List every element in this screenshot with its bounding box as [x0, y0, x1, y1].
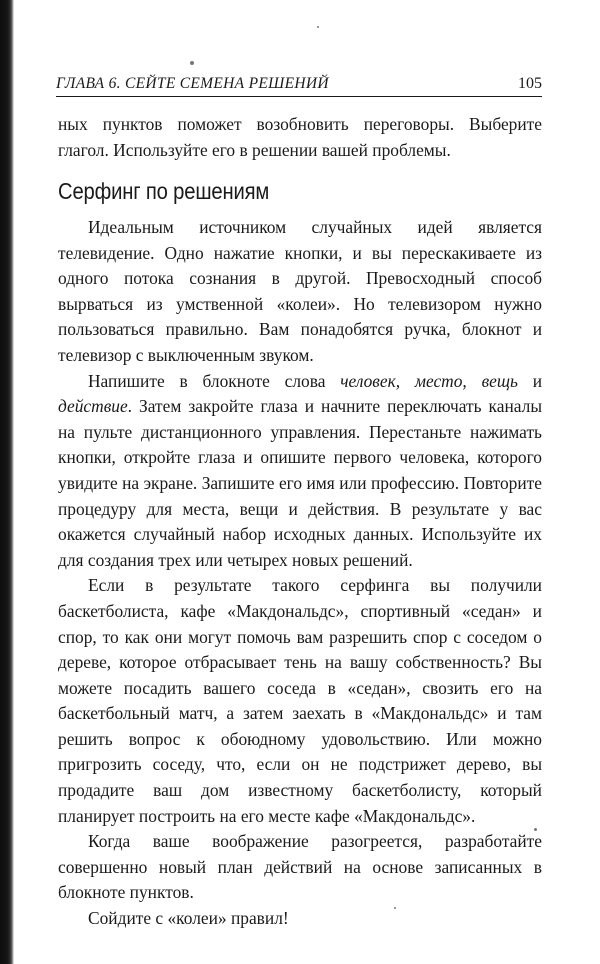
running-head: ГЛАВА 6. СЕЙТЕ СЕМЕНА РЕШЕНИЙ: [56, 75, 329, 92]
section-body: [58, 215, 542, 932]
book-spine-shadow: [0, 0, 14, 964]
paragraph-5: Сойдите с «колеи» правил!: [88, 908, 289, 929]
continuation-text: ных пунктов поможет возобновить переговоры. Выберите глагол. Используйте его в решении вашей проблемы.: [58, 114, 542, 160]
page-header: [56, 74, 542, 97]
print-speck: [317, 26, 319, 28]
paragraph-4: Когда ваше воображение разогреется, разработайте совершенно новый план действий на основе записанных в блокноте пунктов.: [58, 831, 542, 903]
paragraph-2-start: Напишите в блокноте слова: [88, 370, 341, 391]
print-speck: [394, 907, 396, 909]
paragraph-2-italic-action: действие: [58, 396, 128, 417]
paragraph-2-rest: . Затем закройте глаза и начните переключать каналы на пульте дистанционного управления. Перестаньте нажимать кнопки, откройте глаза и опишите первого человека, которого увидите на экране. Запишите его имя или профессию. Повторите процедуру для места, вещи и действия. В результате у вас окажется случайный набор исходных данных. Используйте их для создания трех или четырех новых решений.: [58, 396, 542, 570]
section-title: Серфинг по решениям: [58, 178, 270, 204]
page-number: 105: [518, 75, 542, 92]
paragraph-2-and: и: [517, 370, 543, 391]
print-speck: [190, 61, 194, 65]
print-speck: [534, 828, 537, 831]
continuation-paragraph: [58, 112, 542, 163]
paragraph-1: Идеальным источником случайных идей является телевидение. Одно нажатие кнопки, и вы перескакиваете из одного потока сознания в другой. Превосходный способ вырваться из умственной «колеи». Но телевизором нужно пользоваться правильно. Вам понадобятся ручка, блокнот и телевизор с выключенным звуком.: [58, 217, 542, 365]
paragraph-2-italic-words: человек, место, вещь: [340, 370, 518, 391]
paragraph-2: [58, 369, 542, 574]
paragraph-3: Если в результате такого серфинга вы получили баскетболиста, кафе «Макдональдс», спортивный «седан» и спор, то как они могут помочь вам разрешить спор с соседом о дереве, которое отбрасывает тень на вашу собственность? Вы можете посадить вашего соседа в «седан», свозить его на баскетбольный матч, а затем заехать в «Макдональдс» и там решить вопрос к обоюдному удовольствию. Или можно пригрозить соседу, что, если он не подстрижет дерево, вы продадите ваш дом известному баскетболисту, который планирует построить на его месте кафе «Макдональдс».: [58, 575, 542, 826]
